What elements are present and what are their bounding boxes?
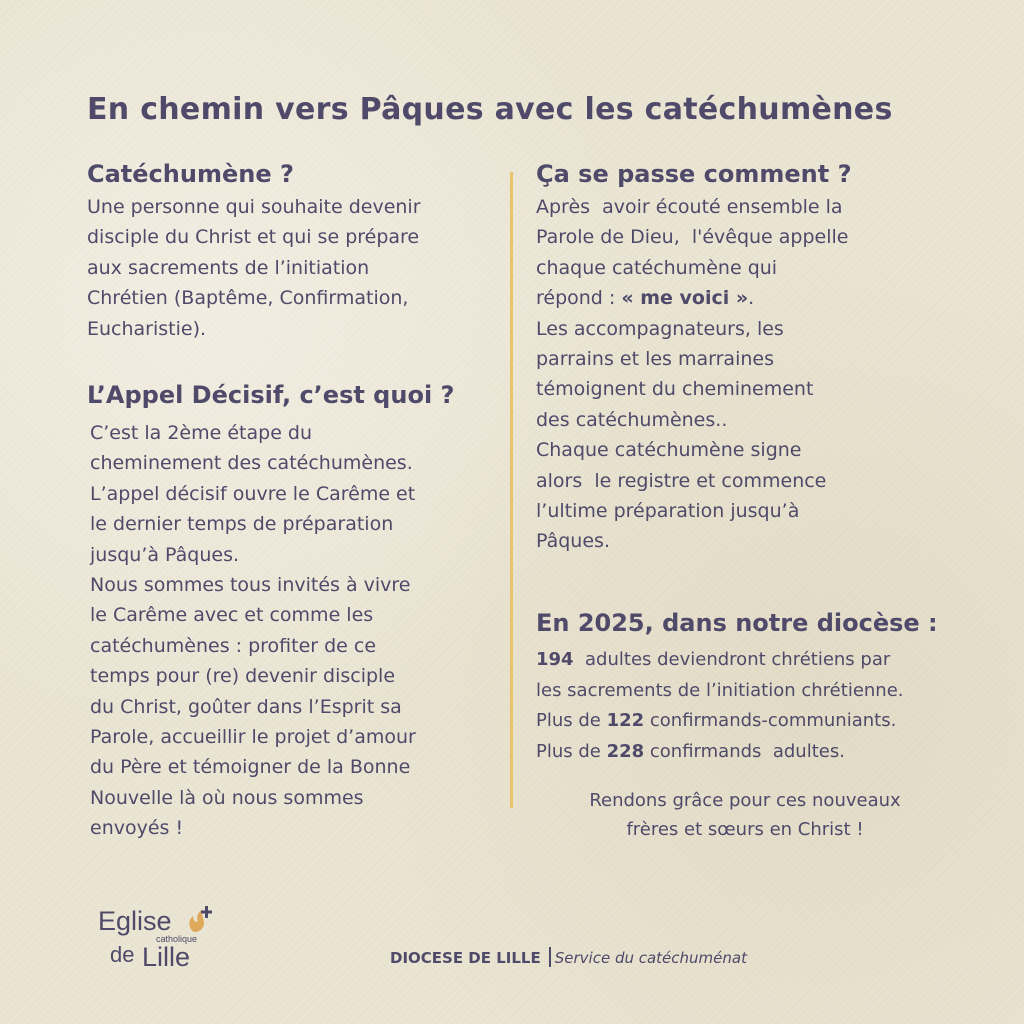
logo-word-catholique: catholique	[156, 934, 198, 944]
heading-appel-decisif: L’Appel Décisif, c’est quoi ?	[87, 381, 455, 409]
text-line: des catéchumènes..	[536, 408, 728, 431]
stat-text: adultes deviendront chrétiens par	[573, 649, 891, 670]
text-line: chaque catéchumène qui	[536, 256, 778, 279]
stat-number: 194	[536, 649, 574, 670]
text-line: Nouvelle là où nous sommes	[90, 786, 364, 809]
stat-line: les sacrements de l’initiation chrétienne.	[536, 679, 904, 701]
text-line: Nous sommes tous invités à vivre	[90, 574, 411, 597]
text-line: parrains et les marraines	[536, 348, 774, 371]
text-line: Une personne qui souhaite devenir	[87, 196, 421, 218]
logo-word-de: de	[110, 942, 135, 967]
text-line: Pâques.	[536, 530, 610, 553]
thanks-line: frères et sœurs en Christ !	[626, 819, 864, 840]
heading-stats-2025: En 2025, dans notre diocèse :	[536, 609, 938, 637]
me-voici-emphasis: « me voici »	[621, 287, 749, 310]
text-line: Chrétien (Baptême, Confirmation,	[87, 287, 409, 310]
text-line: Les accompagnateurs, les	[536, 317, 784, 340]
text-line: Parole de Dieu, l'évêque appelle	[536, 226, 849, 249]
text-line: C’est la 2ème étape du	[90, 422, 313, 444]
text-line: Après avoir écouté ensemble la	[536, 196, 843, 218]
text-line: disciple du Christ et qui se prépare	[87, 226, 420, 249]
text-line: Eucharistie).	[87, 317, 207, 340]
thanks-line: Rendons grâce pour ces nouveaux	[589, 790, 901, 811]
flame-cross-icon	[186, 904, 216, 934]
footer-credit	[390, 947, 747, 967]
logo-word-eglise: Eglise	[98, 906, 172, 936]
text-fragment: répond :	[536, 287, 622, 310]
stat-prefix: Plus de	[536, 710, 607, 731]
stat-number: 228	[606, 740, 645, 762]
heading-ca-se-passe: Ça se passe comment ?	[536, 160, 852, 188]
text-line: aux sacrements de l’initiation	[87, 256, 370, 279]
eglise-lille-logo	[98, 906, 228, 976]
text-line: catéchumènes : profiter de ce	[90, 634, 377, 657]
stat-number: 122	[606, 710, 645, 731]
footer-diocese: DIOCESE DE LILLE	[390, 949, 541, 967]
thanks-message	[540, 786, 950, 844]
footer-service: Service du catéchuménat	[554, 949, 747, 967]
appel-paragraph	[90, 418, 416, 844]
page-title: En chemin vers Pâques avec les catéchumènes	[87, 92, 893, 127]
text-line: l’ultime préparation jusqu’à	[536, 500, 800, 523]
column-divider	[510, 172, 513, 808]
ceremony-paragraph	[536, 192, 848, 557]
stat-line	[536, 645, 904, 676]
stat-text: confirmands adultes.	[644, 740, 845, 762]
text-line: Parole, accueillir le projet d’amour	[90, 726, 416, 749]
text-line: le Carême avec et comme les	[90, 604, 374, 627]
text-line: du Christ, goûter dans l’Esprit sa	[90, 695, 402, 718]
text-line: envoyés !	[90, 817, 184, 840]
stat-prefix: Plus de	[536, 740, 607, 762]
text-line: cheminement des catéchumènes.	[90, 452, 413, 475]
text-line: du Père et témoigner de la Bonne	[90, 756, 411, 779]
definition-paragraph	[87, 192, 421, 344]
text-line: témoignent du cheminement	[536, 378, 814, 401]
heading-catechumene: Catéchumène ?	[87, 160, 294, 188]
text-line: temps pour (re) devenir disciple	[90, 665, 396, 688]
text-fragment: .	[748, 287, 755, 310]
text-line	[536, 283, 848, 313]
footer-separator	[549, 947, 551, 967]
text-line: alors le registre et commence	[536, 469, 827, 492]
text-line: Chaque catéchumène signe	[536, 439, 802, 462]
logo-word-lille: Lille	[142, 942, 191, 972]
stat-text: confirmands-communiants.	[644, 710, 897, 731]
text-line: jusqu’à Pâques.	[90, 543, 240, 566]
stats-paragraph	[536, 645, 904, 767]
text-line: L’appel décisif ouvre le Carême et	[90, 482, 416, 505]
stat-line	[536, 706, 904, 737]
stat-line	[536, 737, 904, 768]
text-line: le dernier temps de préparation	[90, 513, 394, 536]
